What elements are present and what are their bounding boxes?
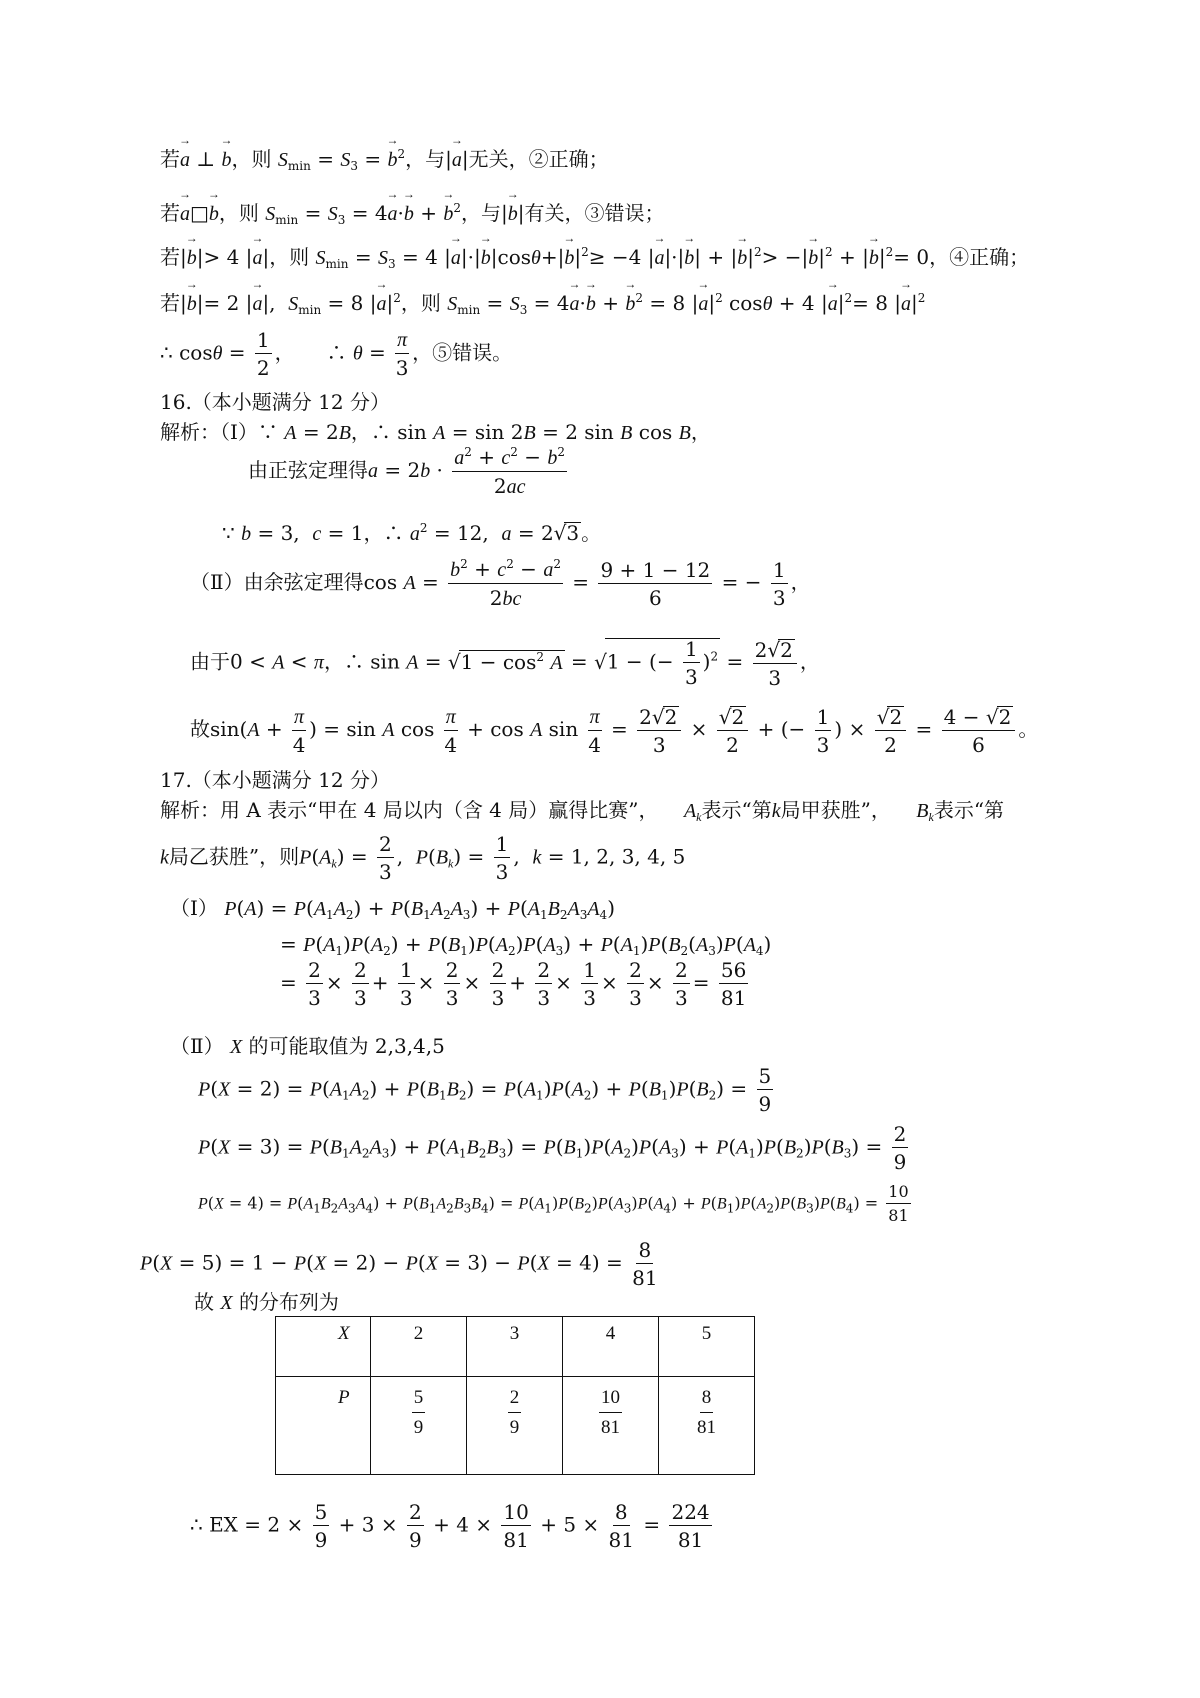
- line-17-intro: 解析：用 A 表示“甲在 4 局以内（含 4 局）赢得比赛”， $A_k$表示“第k局甲获胜”， $B_k$表示“第: [160, 798, 1005, 824]
- line-case3: 若→ a□→ b，则 $S_{min} = S_3 = 4\to a\cdot\to b$ + → $b^2$，与|→ b|有关，③错误；: [160, 202, 665, 226]
- table-cell-p: $\frac{5}{9}$: [371, 1377, 467, 1475]
- distribution-table: [275, 1316, 755, 1475]
- line-16-part2: （Ⅱ）由余弦定理得cos A = $\frac{b^2 + c^2 - a^2}{2bc}$ = $\frac{9 + 1 - 12}{6}$ = − $\frac{1}{3}$ ，: [190, 557, 811, 610]
- line-16-sine-law: 由正弦定理得a = 2b · $\frac{a^2 + c^2 - b^2}{2ac}$: [248, 445, 566, 498]
- line-17-px3: $P(X = 3) = P(B_1A_2A_3) + P(A_1B_2B_3) = P(B_1)P(A_2)P(A_3) + P(A_1)P(B_2)P(B_3)$ = $\frac{2}{9}$: [198, 1122, 907, 1174]
- heading-problem-16: 16.（本小题满分 12 分）: [160, 390, 390, 414]
- line-17-px4: $P(X = 4) = P(A_1B_2A_3A_4) + P(B_1A_2B_3B_4) = P(A_1)P(B_2)P(A_3)P(A_4) + P(B_1)P(A_2)P(B_3)P(B_4)$ = $\frac{10}{81}$: [198, 1182, 909, 1225]
- table-cell-p: $\frac{2}{9}$: [467, 1377, 563, 1475]
- line-16-a-value: ∵ b = 3, c = 1，∴ $a^2 = 12$, a = 2√3 。: [222, 521, 602, 545]
- expectation-label: ∴ EX: [190, 1512, 238, 1537]
- line-16-sinA: 由于0 < A < π，∴ $\sin A = √1 - \cos^2 A = √1$ − (− $\frac{1}{3}$ )$^2$ = $\frac{2√2}{3}$ ，: [190, 637, 820, 690]
- table-header-x: X: [276, 1317, 371, 1377]
- table-cell-x: 5: [659, 1317, 755, 1377]
- line-17-part1-c: = $\frac{2}{3}$ × $\frac{2}{3}$ + $\frac{1}{3}$ × $\frac{2}{3}$ × $\frac{2}{3}$ + $\frac{2}{3}$ × $\frac{1}{3}$ × $\frac{2}{3}$ × $\frac{2}{3}$ = $\frac{56}{81}$: [280, 958, 747, 1010]
- heading-problem-17: 17.（本小题满分 12 分）: [160, 768, 390, 792]
- line-16-part1: 解析：（Ⅰ）∵ A = 2B，∴ sin A = sin 2B = 2 sin B cos B，: [160, 420, 711, 444]
- table-header-p: P: [276, 1377, 371, 1475]
- table-cell-p: $\frac{8}{81}$: [659, 1377, 755, 1475]
- line-17-part2: （Ⅱ） X 的可能取值为 2,3,4,5: [170, 1034, 445, 1058]
- table-cell-x: 2: [371, 1317, 467, 1377]
- line-case5: 若|→ b|= 2 |→ a|, $S_{min} = 8$ |→ $a|^2$，则 $S_{min} = S_3 = 4\to a\cdot\to b$ + → $b^2 = 8$ |→ $a|^2$ cosθ + 4 |→ $a|^2= 8$ |→ $a|^2$: [160, 292, 925, 316]
- table-cell-x: 4: [563, 1317, 659, 1377]
- table-cell-x: 3: [467, 1317, 563, 1377]
- line-17-dist-intro: 故 X 的分布列为: [194, 1290, 339, 1314]
- line-17-px5: P(X = 5) = 1 − P(X = 2) − P(X = 3) − P(X = 4) = $\frac{8}{81}$: [140, 1238, 658, 1290]
- line-17-expectation: ∴ EX = 2 × $\frac{5}{9}$ + 3 × $\frac{2}{9}$ + 4 × $\frac{10}{81}$ + 5 × $\frac{8}{81}$ = $\frac{224}{81}$: [190, 1500, 710, 1552]
- line-17-px2: $P(X = 2) = P(A_1A_2) + P(B_1B_2) = P(A_1)P(A_2) + P(B_1)P(B_2)$ = $\frac{5}{9}$: [198, 1064, 772, 1116]
- line-cos-theta: ∴ cosθ = $\frac{1}{2}$ ， ∴ θ = $\frac{\pi}{3}$ ，⑤错误。: [160, 328, 513, 380]
- table-cell-p: $\frac{10}{81}$: [563, 1377, 659, 1475]
- line-16-result: 故sin(A + $\frac{\pi}{4}$ ) = sin A cos $\frac{\pi}{4}$ + cos A sin $\frac{\pi}{4}$ = $\frac{2√2}{3}$ × $\frac{√2}{2}$ + (− $\frac{1}{3}$ ) × $\frac{√2}{2}$ = $\frac{4 - √2}{6}$ 。: [190, 704, 1039, 757]
- line-case2: 若→ a ⊥ → b，则 $S_{min} = S_3$ = → $b^2$，与|→ a|无关，②正确；: [160, 148, 609, 172]
- line-17-part1-b: = $P(A_1)P(A_2) + P(B_1)P(A_2)P(A_3) + P(A_1)P(B_2(A_3)P(A_4)$: [280, 932, 772, 958]
- line-17-probabilities: k局乙获胜”，则$P(A_k)$ = $\frac{2}{3}$ , $P(B_k)$ = $\frac{1}{3}$ , k = 1, 2, 3, 4, 5: [160, 832, 686, 884]
- line-17-part1-a: （Ⅰ） $P(A) = P(A_1A_2) + P(B_1A_2A_3) + P(A_1B_2A_3A_4)$: [170, 896, 615, 922]
- expectation-value: $\frac{224}{81}$: [671, 1500, 710, 1552]
- line-case4: 若|→ b|> 4 |→ a|，则 $S_{min} = S_3 = 4$ |→ $a|\cdot|\to b|\cos\theta+|\to b|^2\ge -4$ |→ a|·|→ b| + |→ $b|^2>$ −|→ $b|^2$ + |→ $b|^2= 0$，④正确；: [160, 246, 1029, 270]
